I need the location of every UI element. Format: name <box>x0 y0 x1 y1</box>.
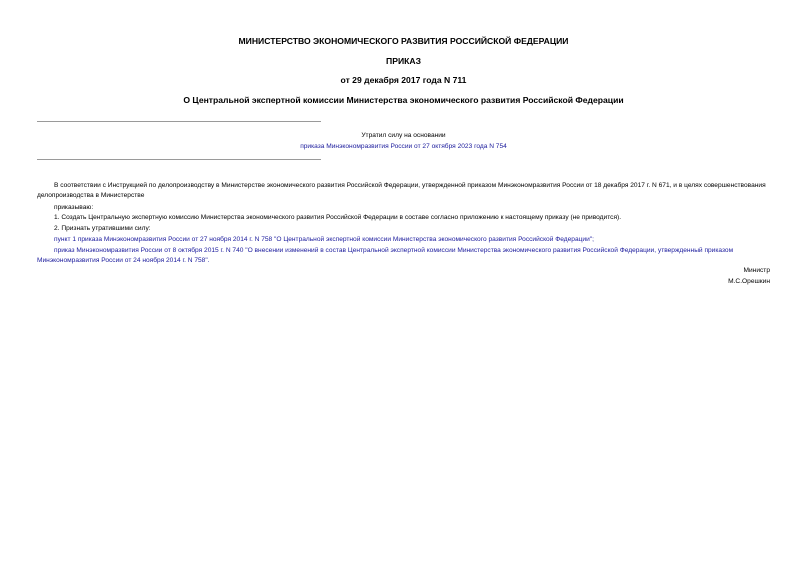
document-date-number: от 29 декабря 2017 года N 711 <box>340 75 467 85</box>
bottom-divider <box>37 159 321 160</box>
signature-name: М.С.Орешкин <box>728 278 770 285</box>
ministry-title: МИНИСТЕРСТВО ЭКОНОМИЧЕСКОГО РАЗВИТИЯ РОССИЙСКОЙ ФЕДЕРАЦИИ <box>238 36 569 46</box>
status-link-line <box>0 143 807 150</box>
preamble-paragraph: В соответствии с Инструкцией по делопроизводству в Министерстве экономического развития Российской Федерации, утвержденной приказом Минэкономразвития России от 18 декабря 2017 г. N 671, и в целях совершенствования делопроизводства в Министерстве <box>37 182 766 199</box>
revoked-order-2-link[interactable]: приказ Минэкономразвития России от 8 октября 2015 г. N 740 "О внесении изменений в состав Центральной экспертной комиссии Министерства экономического развития Российской Федерации, утвержденный приказом Минэкономразвития России от 24 ноября 2014 г. N 758". <box>37 247 734 264</box>
document-type: ПРИКАЗ <box>386 56 421 66</box>
revoked-item-1 <box>37 235 770 245</box>
status-label: Утратил силу на основании <box>361 132 446 139</box>
revoked-item-2 <box>37 246 770 265</box>
signature-position: Министр <box>743 267 770 274</box>
document-subject: О Центральной экспертной комиссии Министерства экономического развития Российской Федерации <box>183 95 624 105</box>
item-1-paragraph: 1. Создать Центральную экспертную комиссию Министерства экономического развития Российской Федерации в составе согласно приложению к настоящему приказу (не приводится). <box>54 214 622 221</box>
revoked-order-1-link[interactable]: пункт 1 приказа Минэкономразвития России от 27 ноября 2014 г. N 758 "О Центральной экспертной комиссии Министерства экономического развития Российской Федерации"; <box>54 236 594 243</box>
item-2-paragraph: 2. Признать утратившими силу: <box>54 225 151 232</box>
repeal-order-link[interactable]: приказа Минэкономразвития России от 27 октября 2023 года N 754 <box>300 143 507 150</box>
top-divider <box>37 121 321 122</box>
orders-paragraph: приказываю: <box>54 204 94 211</box>
